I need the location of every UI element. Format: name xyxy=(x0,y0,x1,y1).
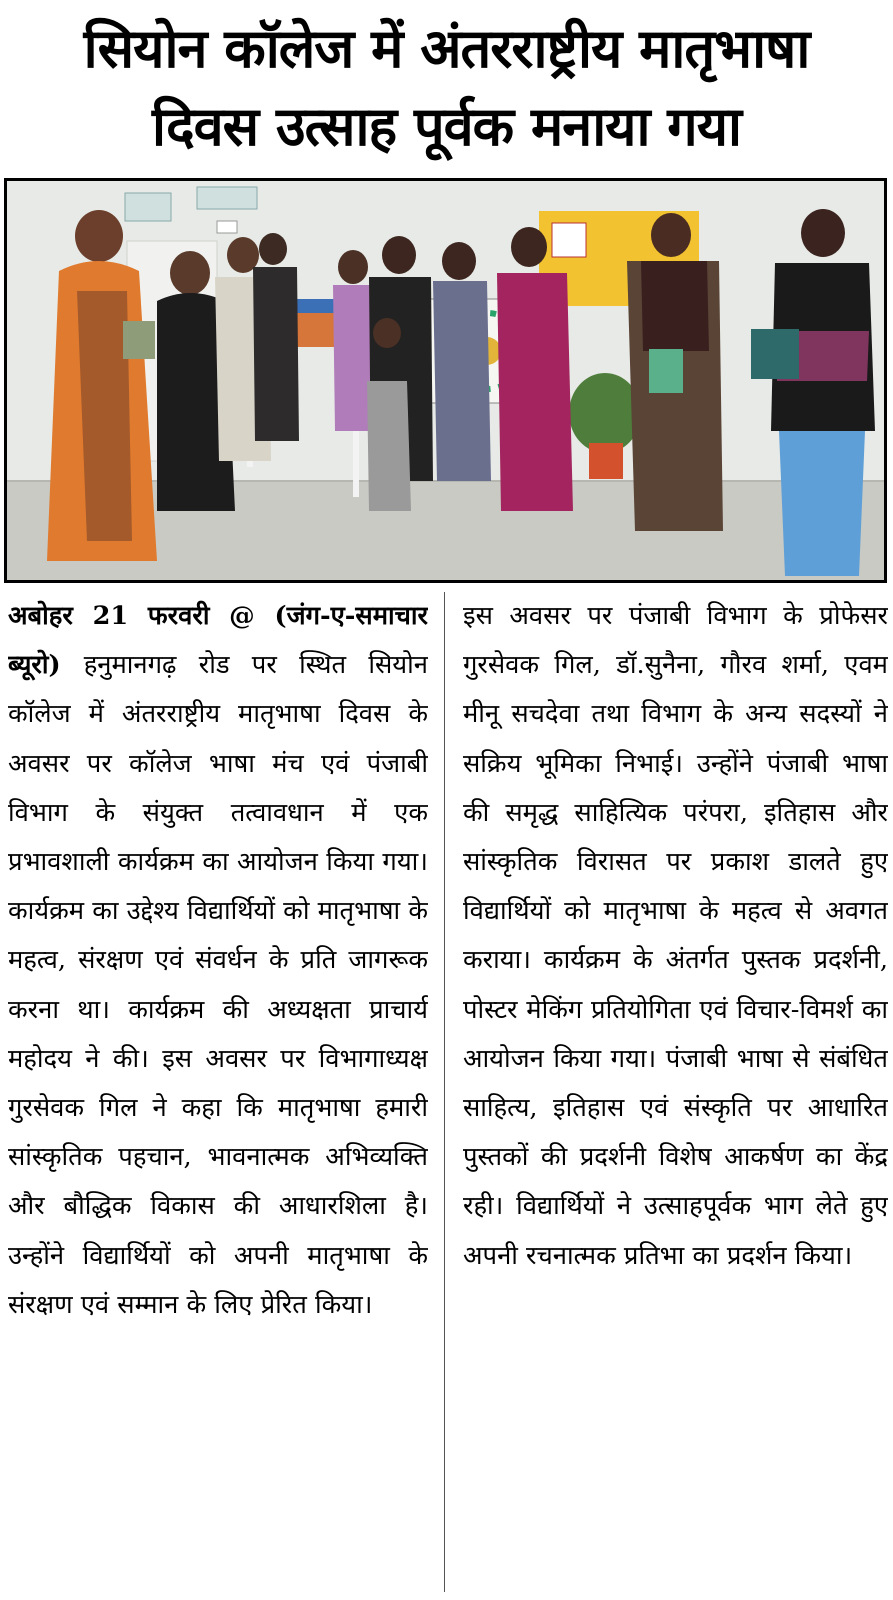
right-column-body: इस अवसर पर पंजाबी विभाग के प्रोफेसर गुरसेवक गिल, डॉ.सुनैना, गौरव शर्मा, एवम मीनू सचदेवा तथा विभाग के अन्य सदस्यों ने सक्रिय भूमिका निभाई। उन्होंने पंजाबी भाषा की समृद्ध साहित्यिक परंपरा, इतिहास और सांस्कृतिक विरासत पर प्रकाश डालते हुए विद्यार्थियों को मातृभाषा के महत्व से अवगत कराया। कार्यक्रम के अंतर्गत पुस्तक प्रदर्शनी, पोस्टर मेकिंग प्रतियोगिता एवं विचार-विमर्श का आयोजन किया गया। पंजाबी भाषा से संबंधित साहित्य, इतिहास एवं संस्कृति पर आधारित पुस्तकों की प्रदर्शनी विशेष आकर्षण का केंद्र रही। विद्यार्थियों ने उत्साहपूर्वक भाग लेते हुए अपनी रचनात्मक प्रतिभा का प्रदर्शन किया। xyxy=(463,601,888,1271)
news-photo xyxy=(4,178,887,583)
article-column-right xyxy=(463,592,888,1597)
photo-illustration xyxy=(7,181,884,580)
headline xyxy=(0,0,893,175)
column-divider xyxy=(444,592,445,1592)
left-column-body: हनुमानगढ़ रोड पर स्थित सियोन कॉलेज में अंतरराष्ट्रीय मातृभाषा दिवस के अवसर पर कॉलेज भाषा मंच एवं पंजाबी विभाग के संयुक्त तत्वावधान में एक प्रभावशाली कार्यक्रम का आयोजन किया गया। कार्यक्रम का उद्देश्य विद्यार्थियों को मातृभाषा के महत्व, संरक्षण एवं संवर्धन के प्रति जागरूक करना था। कार्यक्रम की अध्यक्षता प्राचार्य महोदय ने की। इस अवसर पर विभागाध्यक्ष गुरसेवक गिल ने कहा कि मातृभाषा हमारी सांस्कृतिक पहचान, भावनात्मक अभिव्यक्ति और बौद्धिक विकास की आधारशिला है। उन्होंने विद्यार्थियों को अपनी मातृभाषा के संरक्षण एवं सम्मान के लिए प्रेरित किया। xyxy=(8,650,428,1320)
article-column-left xyxy=(8,592,428,1597)
dateline: अबोहर 21 फरवरी @ (जंग-ए-समाचार ब्यूरो) xyxy=(8,601,428,681)
headline-line-2: दिवस उत्साह पूर्वक मनाया गया xyxy=(151,94,742,158)
headline-line-1: सियोन कॉलेज में अंतरराष्ट्रीय मातृभाषा xyxy=(83,16,810,80)
